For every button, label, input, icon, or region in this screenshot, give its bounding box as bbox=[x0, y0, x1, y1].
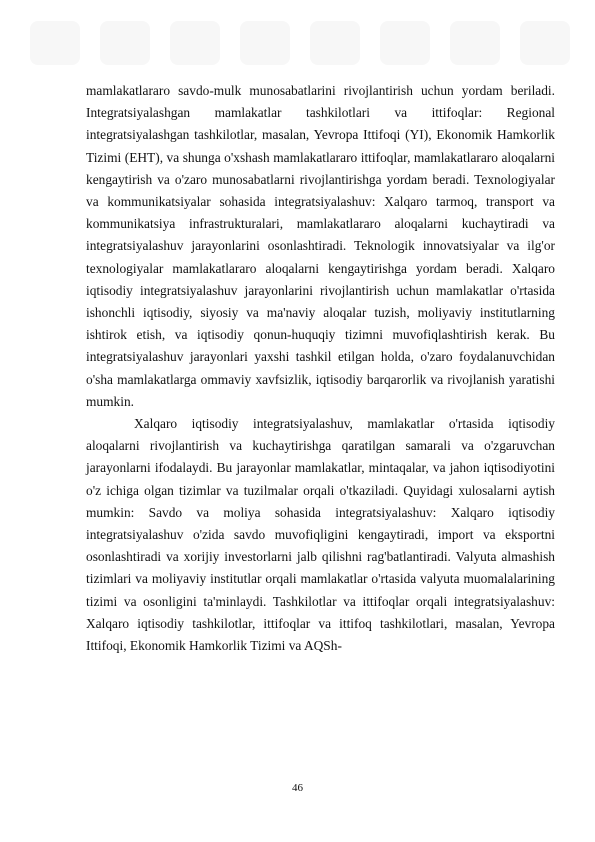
watermark-shape bbox=[310, 21, 360, 65]
watermark-shape bbox=[450, 21, 500, 65]
body-text bbox=[86, 80, 555, 657]
paragraph-2: Xalqaro iqtisodiy integratsiyalashuv, mamlakatlar o'rtasida iqtisodiy aloqalarni rivojlantirish va kuchaytirishga qaratilgan samarali va o'zgaruvchan jarayonlarni ifodalaydi. Bu jarayonlar mamlakatlar, mintaqalar, va jahon iqtisodiyotini o'z ichiga olgan tizimlar va tuzilmalar orqali o'tkaziladi. Quyidagi xulosalarni aytish mumkin: Savdo va moliya sohasida integratsiyalashuv: Xalqaro iqtisodiy integratsiyalashuv o'zida savdo muvofiqligini kengaytiradi, import va eksportni osonlashtiradi va xorijiy investorlarni jalb qilishni rag'batlantiradi. Valyuta almashish tizimlari va moliyaviy institutlar orqali mamlakatlar o'rtasida valyuta muomalalarining tizimi va osonligini ta'minlaydi. Tashkilotlar va ittifoqlar orqali integratsiyalashuv: Xalqaro iqtisodiy tashkilotlar, ittifoqlar va ittifoq tashkilotlari, masalan, Yevropa Ittifoqi, Ekonomik Hamkorlik Tizimi va AQSh- bbox=[86, 416, 555, 654]
page-number: 46 bbox=[292, 782, 303, 794]
watermark-shape bbox=[100, 21, 150, 65]
watermark-shape bbox=[170, 21, 220, 65]
watermark-logo-row bbox=[30, 18, 570, 68]
watermark-shape bbox=[520, 21, 570, 65]
paragraph-1: mamlakatlararo savdo-mulk munosabatlarini rivojlantirish uchun yordam beriladi. Integratsiyalashgan mamlakatlar tashkilotlari va ittifoqlar: Regional integratsiyalashgan tashkilotlar, masalan, Yevropa Ittifoqi (YI), Ekonomik Hamkorlik Tizimi (EHT), va shunga o'xshash mamlakatlararo ittifoqlar, mamlakatlararo aloqalarni kengaytirish va o'zaro munosabatlarni rivojlantirishga yordam beradi. Texnologiyalar va kommunikatsiyalar sohasida integratsiyalashuv: Xalqaro tarmoq, transport va kommunikatsiya infrastrukturalari, mamlakatlararo aloqalarni kuchaytiradi va integratsiyalashuv jarayonlarini osonlashtiradi. Teknologik innovatsiyalar va ilg'or texnologiyalar mamlakatlararo aloqalarni kengaytirishga yordam beradi. Xalqaro iqtisodiy integratsiyalashuv jarayonlarini rivojlantirish uchun mamlakatlar o'rtasida ishonchli iqtisodiy, siyosiy va ma'naviy aloqalar tuzish, moliyaviy institutlarning ishtirok etish, va iqtisodiy qonun-huquqiy tizimni muvofiqlashtirish kerak. Bu integratsiyalashuv jarayonlari yaxshi tashkil etilgan holda, o'zaro foydalanuvchidan o'sha mamlakatlarga ommaviy xavfsizlik, iqtisodiy barqarorlik va rivojlanish yaratishi mumkin. bbox=[86, 83, 555, 409]
watermark-shape bbox=[30, 21, 80, 65]
watermark-shape bbox=[380, 21, 430, 65]
watermark-shape bbox=[240, 21, 290, 65]
